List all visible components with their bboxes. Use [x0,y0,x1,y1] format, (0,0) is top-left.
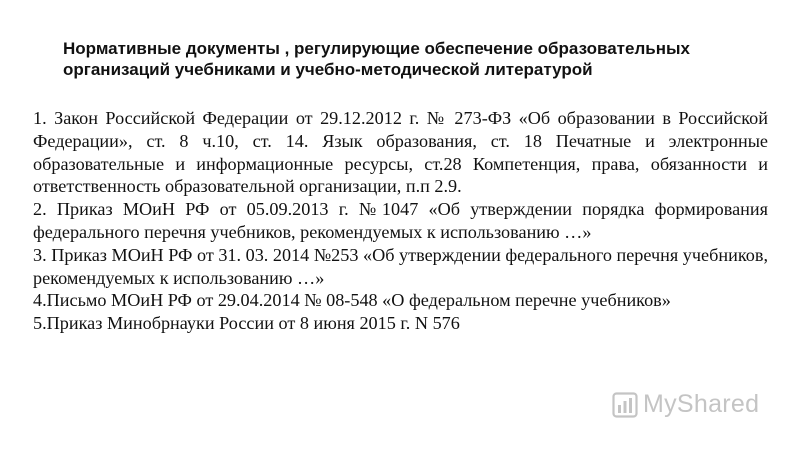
list-item-order-253: 3. Приказ МОиН РФ от 31. 03. 2014 №253 «Об утверждении федерального перечня учебников, рекомендуемых к использованию …» [33,244,768,288]
watermark-text: MyShared [643,390,760,418]
myshared-watermark [612,390,759,419]
list-item-letter-08-548: 4.Письмо МОиН РФ от 29.04.2014 № 08-548 «О федеральном перечне учебников» [33,290,671,311]
list-item-order-1047: 2. Приказ МОиН РФ от 05.09.2013 г. №1047 «Об утверждении порядка формирования федерального перечня учебников, рекомендуемых к использованию …» [33,199,768,242]
list-item-law-273: 1. Закон Российской Федерации от 29.12.2012 г. № 273-ФЗ «Об образовании в Российской Федерации», ст. 8 ч.10, ст. 14. Язык образования, ст. 18 Печатные и электронные образовательные и информационные ресурсы, ст.28 Компетенция, права, обязанности и ответственность образовательной организации, п.п 2.9. [33,108,768,197]
slide-title [63,38,763,80]
list-item-order-576: 5.Приказ Минобрнауки России от 8 июня 2015 г. N 576 [33,313,460,334]
slide-title-line-1: Нормативные документы , регулирующие обеспечение образовательных [63,39,690,58]
document-list [33,107,768,335]
myshared-logo-icon [612,392,638,418]
slide-title-line-2: организаций учебниками и учебно-методической литературой [63,60,593,79]
